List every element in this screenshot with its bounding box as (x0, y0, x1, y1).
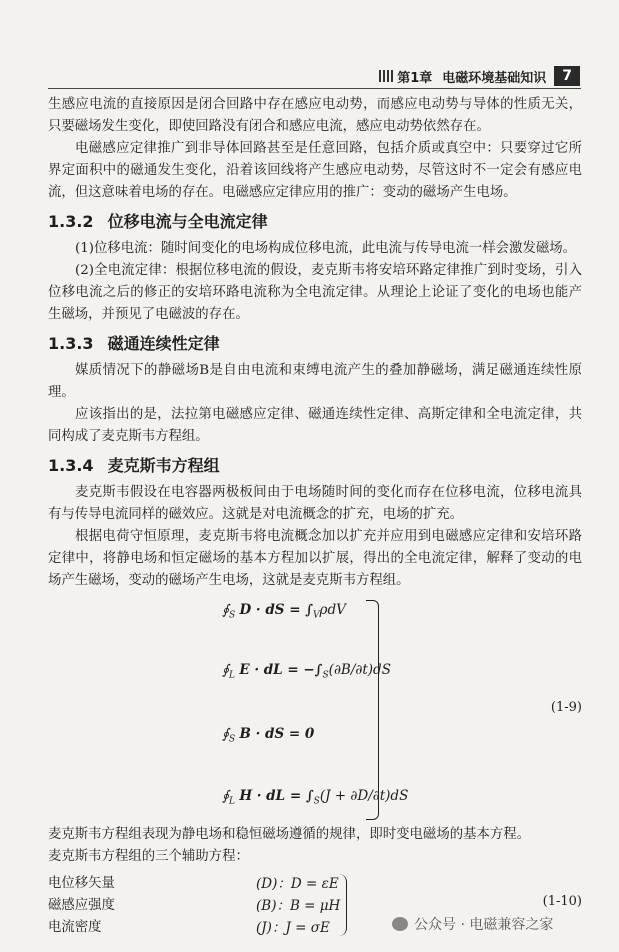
equation-ampere: $∮_L$ H · dL = $\int_S(J + \partial D/\partial t)dS$ (222, 788, 409, 807)
section-heading-1-3-2: 1.3.2 位移电流与全电流定律 (48, 212, 268, 231)
section-heading-1-3-3: 1.3.3 磁通连续性定律 (48, 334, 220, 353)
page-number: 7 (554, 66, 580, 86)
paragraph: 应该指出的是，法拉第电磁感应定律、磁通连续性定律、高斯定律和全电流定律，共同构成了麦克斯韦方程组。 (48, 407, 582, 444)
aux-label: 电流密度 (48, 920, 102, 935)
section-heading-1-3-4: 1.3.4 麦克斯韦方程组 (48, 456, 220, 475)
aux-equation: (B)：B = μH (256, 898, 341, 914)
body-text (48, 94, 582, 940)
maxwell-equations (48, 596, 582, 822)
paragraph: 麦克斯韦方程组的三个辅助方程： (48, 849, 249, 864)
paragraph: 媒质情况下的静磁场B是自由电流和束缚电流产生的叠加静磁场，满足磁通连续性原理。 (48, 363, 582, 400)
chapter-label: 第1章 (397, 70, 433, 86)
equation-magnetic-flux: $∮_S$ B · dS = 0 (222, 726, 315, 745)
paragraph: 根据电荷守恒原理，麦克斯韦将电流概念加以扩充并应用到电磁感应定律和安培环路定律中，将静电场和恒定磁场的基本方程加以扩展，得出的全电流定律，解释了变动的电场产生磁场，变动的磁场产生电场，这就是麦克斯韦方程组。 (48, 529, 582, 588)
equation-brace (366, 600, 379, 820)
equation-number: (1-9) (550, 700, 582, 715)
paragraph: 电磁感应定律推广到非导体回路甚至是任意回路，包括介质或真空中：只要穿过它所界定面积中的磁通发生变化，沿着该回线将产生感应电动势，尽管这时不一定会有感应电流，但这意味着电场的存在。电磁感应定律应用的推广：变动的磁场产生电场。 (48, 141, 582, 200)
watermark: 公众号 · 电磁兼容之家 (392, 914, 553, 934)
aux-brace (338, 874, 347, 936)
chapter-title: 电磁环境基础知识 (442, 70, 547, 86)
paragraph: 麦克斯韦方程组表现为静电场和稳恒磁场遵循的规律，即时变电磁场的基本方程。 (48, 827, 531, 842)
aux-equation: (J)：J = σE (256, 920, 330, 936)
aux-label: 磁感应强度 (48, 898, 115, 913)
equation-number: (1-10) (542, 894, 582, 909)
wechat-icon (392, 917, 408, 931)
paragraph: (2)全电流定律：根据位移电流的假设，麦克斯韦将安培环路定律推广到时变场，引入位移电流之后的修正的安培环路电流称为全电流定律。从理论上论证了变化的电场也能产生磁场，并预见了电磁波的存在。 (48, 263, 582, 322)
header-rule (48, 88, 581, 89)
paragraph: (1)位移电流：随时间变化的电场构成位移电流，此电流与传导电流一样会激发磁场。 (75, 241, 577, 256)
equation-gauss: $∮_S$ D · dS = $\int_V\rho dV$ (222, 602, 346, 621)
running-header (372, 66, 580, 86)
paragraph: 生感应电流的直接原因是闭合回路中存在感应电动势，而感应电动势与导体的性质无关，只要磁场发生变化，即使回路没有闭合和感应电流，感应电动势依然存在。 (48, 97, 582, 134)
paragraph: 麦克斯韦假设在电容器两极板间由于电场随时间的变化而存在位移电流，位移电流具有与传导电流同样的磁效应。这就是对电流概念的扩充，电场的扩充。 (48, 485, 582, 522)
aux-equation: (D)：D = εE (256, 876, 339, 892)
equation-faraday: $∮_L$ E · dL = $-\int_S(\partial B/\partial t)dS$ (222, 662, 391, 681)
header-bars-icon (379, 70, 393, 82)
aux-label: 电位移矢量 (48, 876, 115, 891)
